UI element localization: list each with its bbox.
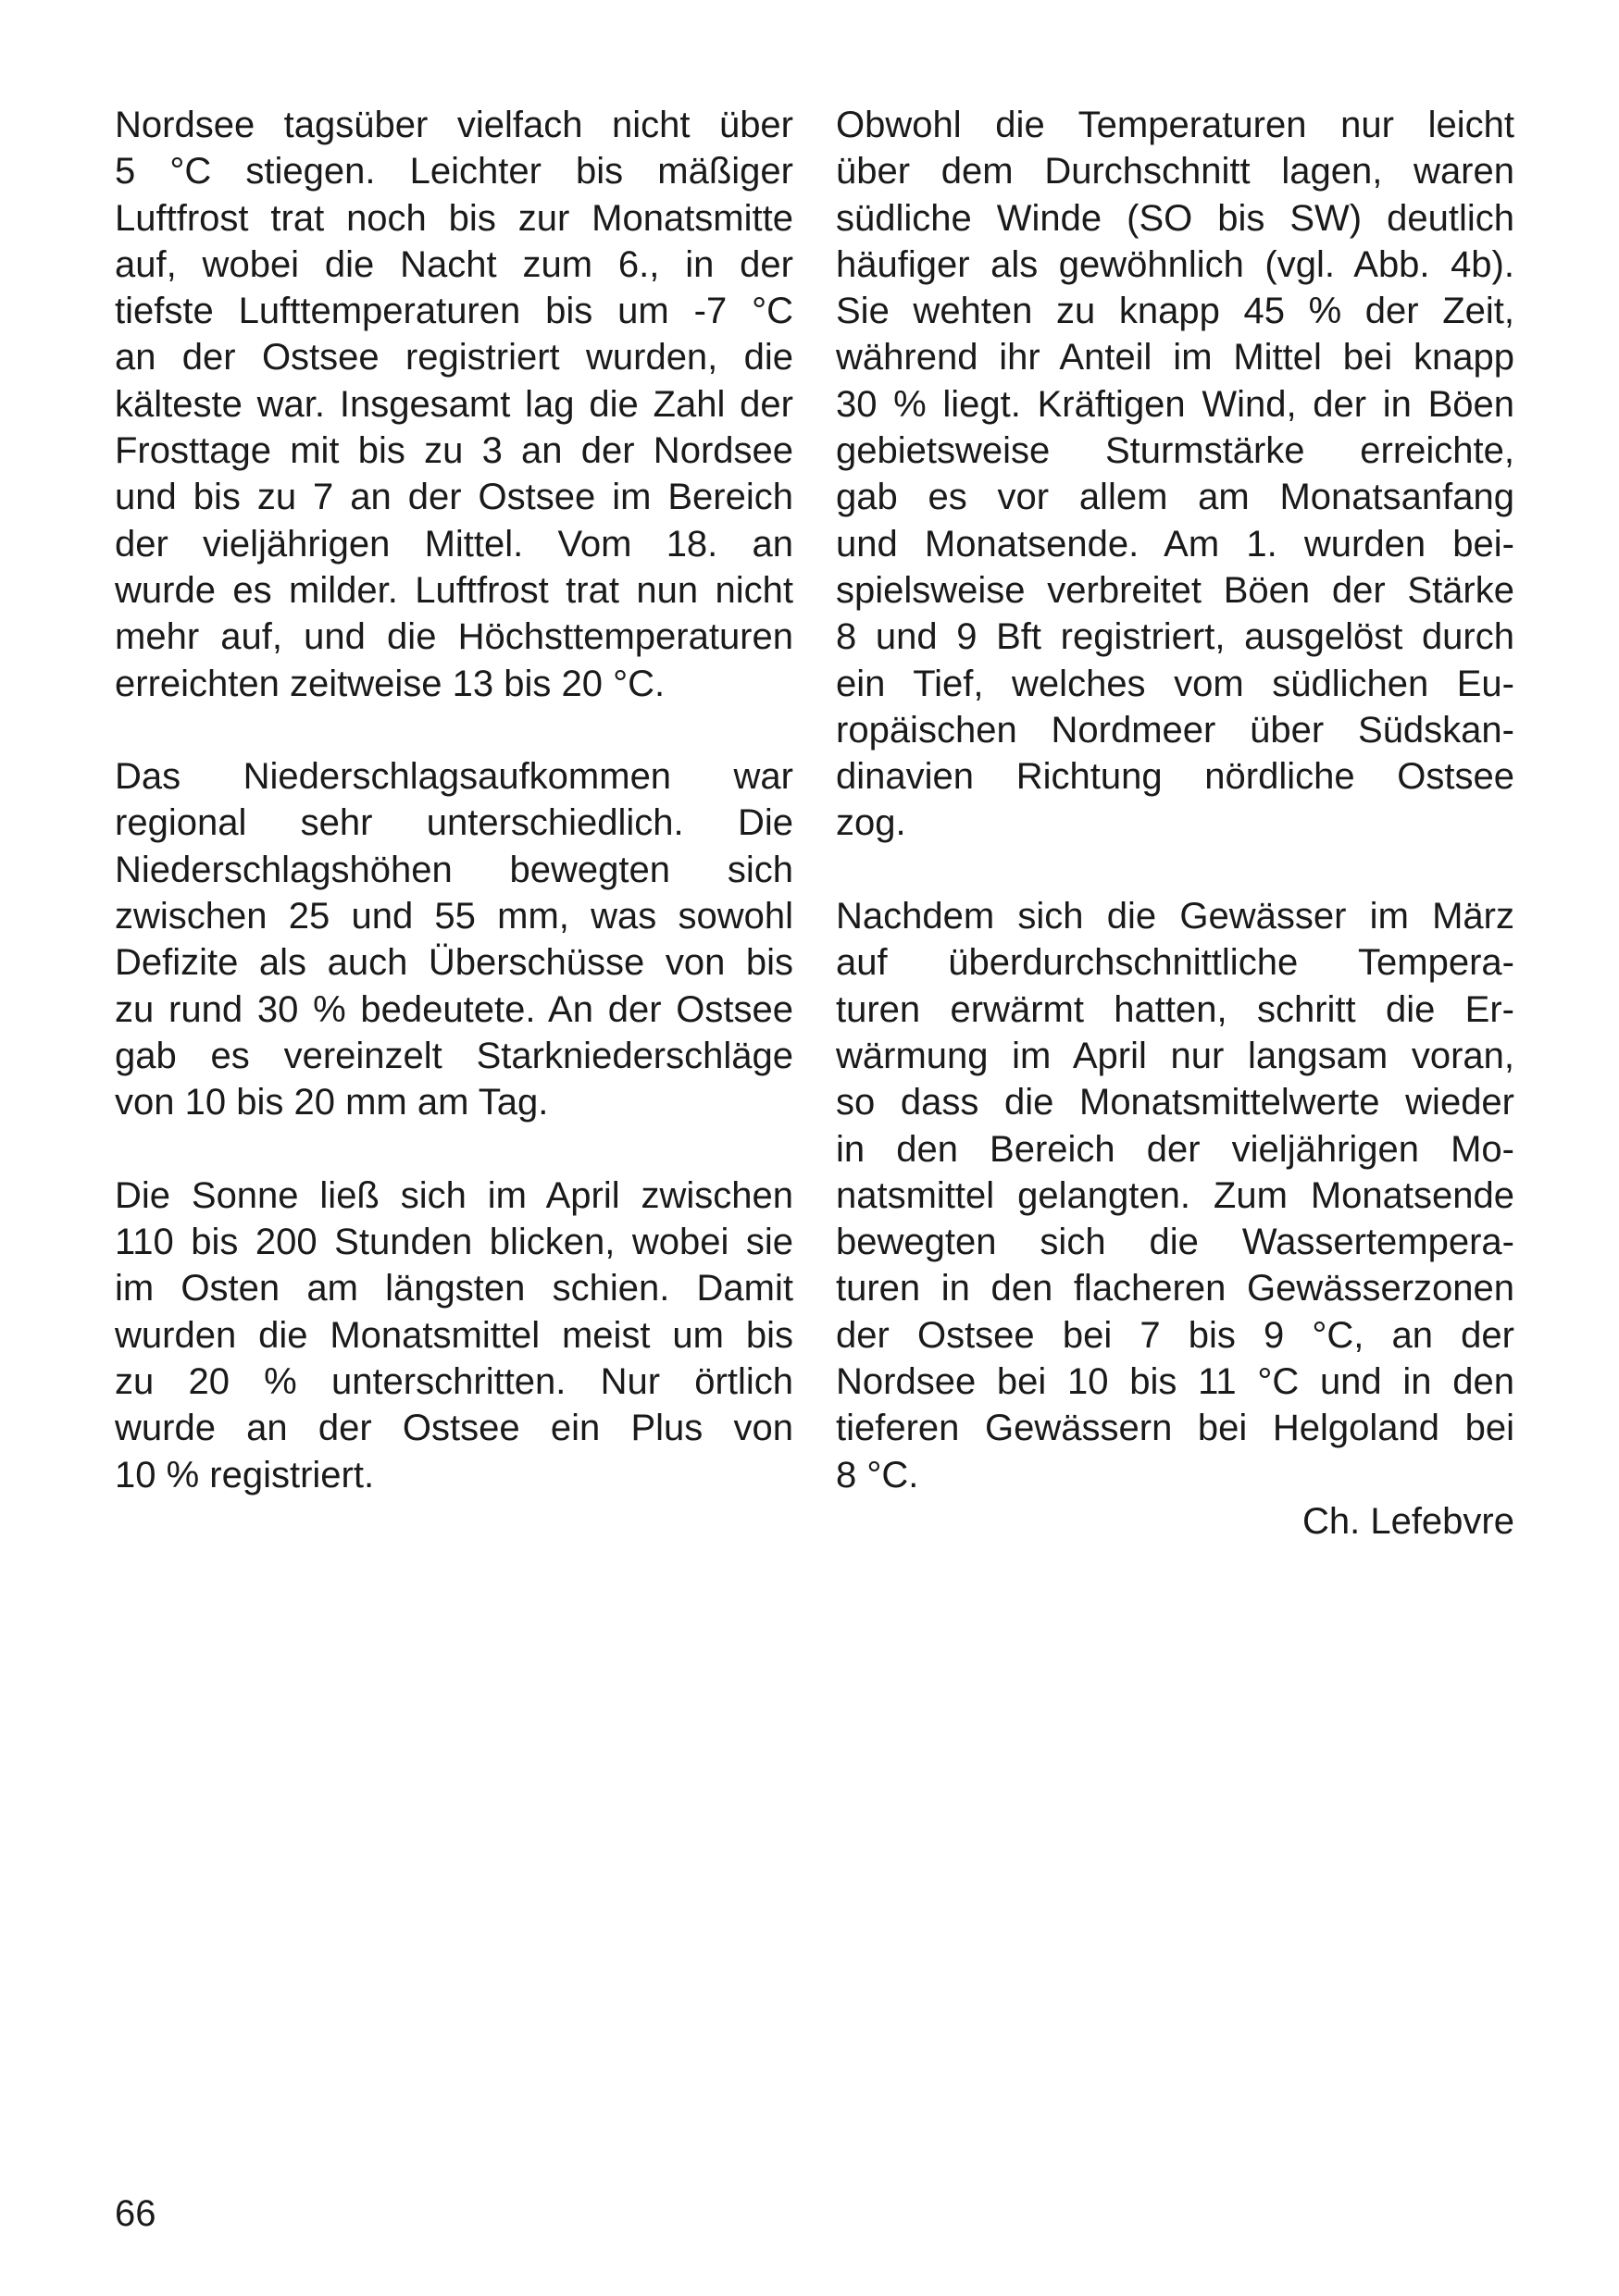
text-line: Die Sonne ließ sich im April zwischen bbox=[115, 1174, 793, 1216]
text-line: mehr auf, und die Höchsttemperaturen bbox=[115, 616, 793, 658]
text-line: von 10 bis 20 mm am Tag. bbox=[115, 1082, 549, 1123]
text-line: Nordsee bei 10 bis 11 °C und in den bbox=[836, 1361, 1514, 1403]
text-line: ein Tief, welches vom südlichen Eu- bbox=[836, 663, 1514, 704]
text-line: 30 % liegt. Kräftigen Wind, der in Böen bbox=[836, 383, 1514, 425]
text-line: zu 20 % unterschritten. Nur örtlich bbox=[115, 1361, 793, 1403]
text-line: Obwohl die Temperaturen nur leicht bbox=[836, 105, 1514, 145]
text-line: ropäischen Nordmeer über Südskan- bbox=[836, 709, 1514, 751]
text-line: südliche Winde (SO bis SW) deutlich bbox=[836, 197, 1514, 239]
text-line: spielsweise verbreitet Böen der Stärke bbox=[836, 569, 1514, 611]
text-line: turen in den flacheren Gewässerzonen bbox=[836, 1268, 1514, 1309]
text-line: Luftfrost trat noch bis zur Monatsmitte bbox=[115, 197, 793, 239]
text-line: bewegten sich die Wassertempera- bbox=[836, 1222, 1514, 1263]
text-line: erreichten zeitweise 13 bis 20 °C. bbox=[115, 663, 666, 704]
text-line: im Osten am längsten schien. Damit bbox=[115, 1268, 793, 1309]
text-line: 110 bis 200 Stunden blicken, wobei sie bbox=[115, 1222, 793, 1263]
paragraph bbox=[115, 753, 793, 1125]
paragraph bbox=[115, 102, 793, 707]
text-line: so dass die Monatsmittelwerte wieder bbox=[836, 1082, 1514, 1123]
text-line: natsmittel gelangten. Zum Monatsende bbox=[836, 1174, 1514, 1216]
text-line: während ihr Anteil im Mittel bei knapp bbox=[836, 337, 1514, 379]
text-line: Niederschlagshöhen bewegten sich bbox=[115, 849, 793, 890]
text-line: und Monatsende. Am 1. wurden bei- bbox=[836, 523, 1514, 565]
text-line: kälteste war. Insgesamt lag die Zahl der bbox=[115, 383, 793, 425]
paragraph bbox=[836, 102, 1514, 847]
text-line: zu rund 30 % bedeutete. An der Ostsee bbox=[115, 988, 793, 1030]
page-number: 66 bbox=[115, 2193, 156, 2234]
text-line: wärmung im April nur langsam voran, bbox=[836, 1035, 1514, 1076]
text-line: tiefste Lufttemperaturen bis um -7 °C bbox=[115, 291, 793, 332]
text-line: Nachdem sich die Gewässer im März bbox=[836, 896, 1514, 937]
text-line: Sie wehten zu knapp 45 % der Zeit, bbox=[836, 291, 1514, 332]
text-line: zwischen 25 und 55 mm, was sowohl bbox=[115, 896, 793, 937]
text-line: gebietsweise Sturmstärke erreichte, bbox=[836, 430, 1514, 472]
text-line: dinavien Richtung nördliche Ostsee bbox=[836, 756, 1514, 798]
text-line: 10 % registriert. bbox=[115, 1454, 375, 1496]
text-line: 8 °C. bbox=[836, 1454, 919, 1496]
text-line: und bis zu 7 an der Ostsee im Bereich bbox=[115, 477, 793, 518]
text-line: der Ostsee bei 7 bis 9 °C, an der bbox=[836, 1314, 1514, 1356]
text-line: auf überdurchschnittliche Tempera- bbox=[836, 942, 1514, 984]
text-line: 5 °C stiegen. Leichter bis mäßiger bbox=[115, 151, 793, 192]
text-line: Defizite als auch Überschüsse von bis bbox=[115, 942, 793, 984]
text-line: in den Bereich der vieljährigen Mo- bbox=[836, 1128, 1514, 1170]
text-line: Das Niederschlagsaufkommen war bbox=[115, 756, 793, 798]
text-line: wurde es milder. Luftfrost trat nun nicht bbox=[115, 569, 793, 611]
text-line: wurde an der Ostsee ein Plus von bbox=[115, 1408, 793, 1449]
paragraph bbox=[836, 893, 1514, 1498]
text-line: auf, wobei die Nacht zum 6., in der bbox=[115, 243, 793, 285]
text-line: 8 und 9 Bft registriert, ausgelöst durch bbox=[836, 616, 1514, 658]
text-line: tieferen Gewässern bei Helgoland bei bbox=[836, 1408, 1514, 1449]
text-line: regional sehr unterschiedlich. Die bbox=[115, 802, 793, 844]
text-line: gab es vereinzelt Starkniederschläge bbox=[115, 1035, 793, 1076]
text-line: wurden die Monatsmittel meist um bis bbox=[115, 1314, 793, 1356]
text-line: zog. bbox=[836, 802, 906, 844]
right-column bbox=[836, 102, 1514, 1545]
paragraph bbox=[115, 1173, 793, 1498]
text-line: gab es vor allem am Monatsanfang bbox=[836, 477, 1514, 518]
text-line: Nordsee tagsüber vielfach nicht über bbox=[115, 105, 793, 145]
text-line: häufiger als gewöhnlich (vgl. Abb. 4b). bbox=[836, 243, 1514, 285]
left-column bbox=[115, 102, 793, 1545]
author-signature: Ch. Lefebvre bbox=[1301, 1500, 1514, 1542]
text-line: an der Ostsee registriert wurden, die bbox=[115, 337, 793, 379]
text-line: der vieljährigen Mittel. Vom 18. an bbox=[115, 523, 793, 565]
text-line: Frosttage mit bis zu 3 an der Nordsee bbox=[115, 430, 793, 472]
text-line: über dem Durchschnitt lagen, waren bbox=[836, 151, 1514, 192]
text-line: turen erwärmt hatten, schritt die Er- bbox=[836, 988, 1514, 1030]
